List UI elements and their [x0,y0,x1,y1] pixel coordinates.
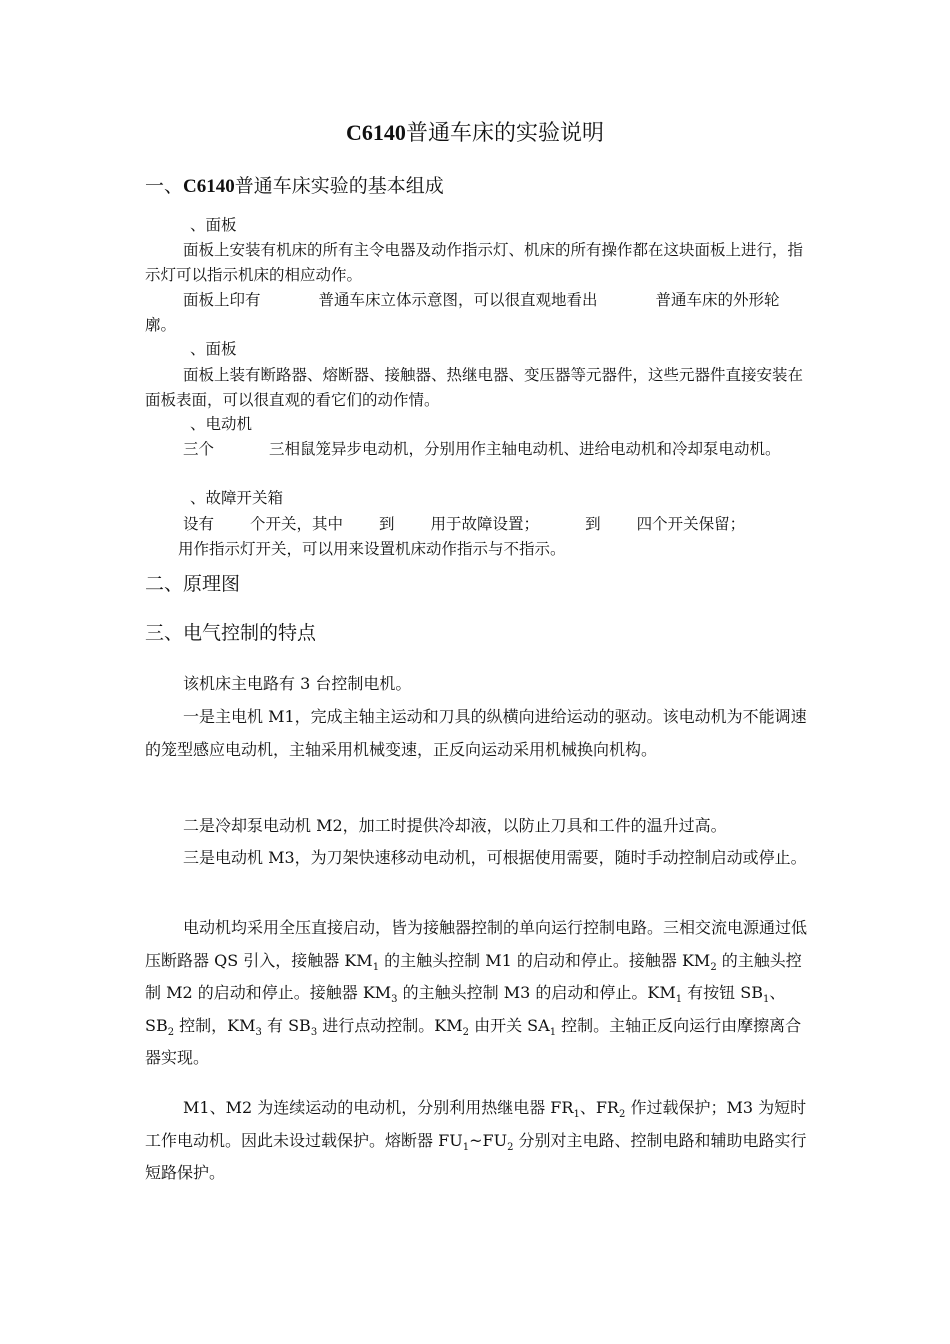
section-3-heading: 三、电气控制的特点 [145,622,317,644]
fault-box-heading: 、故障开关箱 [190,489,284,507]
paragraph-intro: 该机床主电路有 3 台控制电机。 [183,674,412,693]
fault-box-line-2: 用作指示灯开关，可以用来设置机床动作指示与不指示。 [178,540,566,558]
paragraph-m1: 一是主电机 M1，完成主轴主运动和刀具的纵横向进给运动的驱动。该电动机为不能调速的笼型感应电动机，主轴采用机械变速，正反向运动采用机械换向机构。 [145,707,807,759]
panel-1-paragraph-2: 面板上印有 普通车床立体示意图，可以很直观地看出 普通车床的外形轮廓。 [145,291,780,334]
panel-2-heading: 、面板 [190,340,237,358]
motor-heading: 、电动机 [190,415,253,433]
panel-1-paragraph: 面板上安装有机床的所有主令电器及动作指示灯、机床的所有操作都在这块面板上进行，指示灯可以指示机床的相应动作。 [145,241,804,284]
panel-1-heading: 、面板 [190,216,237,234]
document-title: C6140普通车床的实验说明 [346,120,604,146]
motor-paragraph: 三个 三相鼠笼异步电动机，分别用作主轴电动机、进给电动机和冷却泵电动机。 [183,440,781,458]
paragraph-protection: M1、M2 为连续运动的电动机，分别利用热继电器 $FR_1$、$FR_2$ 作过载保护；M3 为短时工作电动机。因此未设过载保护。熔断器 $FU_1\sim FU_2$ 分别对主电路、控制电路和辅助电路实行短路保护。 [145,1098,807,1182]
paragraph-control: 电动机均采用全压直接启动，皆为接触器控制的单向运行控制电路。三相交流电源通过低压断路器 QS 引入，接触器 $KM_1$ 的主触头控制 M1 的启动和停止。接触器 $KM_2$ 的主触头控制 M2 的启动和停止。接触器 $KM_3$ 的主触头控制 M3 的启动和停止。$KM_1$ 有按钮 $SB_1$、$SB_2$ 控制，$KM_3$ 有 $SB_3$ 进行点动控制。$KM_2$ 由开关 $SA_1$ 控制。主轴正反向运行由摩擦离合器实现。 [145,918,808,1067]
paragraph-m2: 二是冷却泵电动机 M2，加工时提供冷却液，以防止刀具和工件的温升过高。 [183,816,727,835]
section-2-heading: 二、原理图 [145,573,241,595]
paragraph-m3: 三是电动机 M3，为刀架快速移动电动机，可根据使用需要，随时手动控制启动或停止。 [183,848,807,867]
section-1-heading: 一、C6140普通车床实验的基本组成 [145,175,444,197]
fault-box-line-1: 设有 个开关，其中 到 用于故障设置； 到 四个开关保留； [183,515,746,533]
panel-2-paragraph: 面板上装有断路器、熔断器、接触器、热继电器、变压器等元器件，这些元器件直接安装在面板表面，可以很直观的看它们的动作情。 [145,366,804,409]
